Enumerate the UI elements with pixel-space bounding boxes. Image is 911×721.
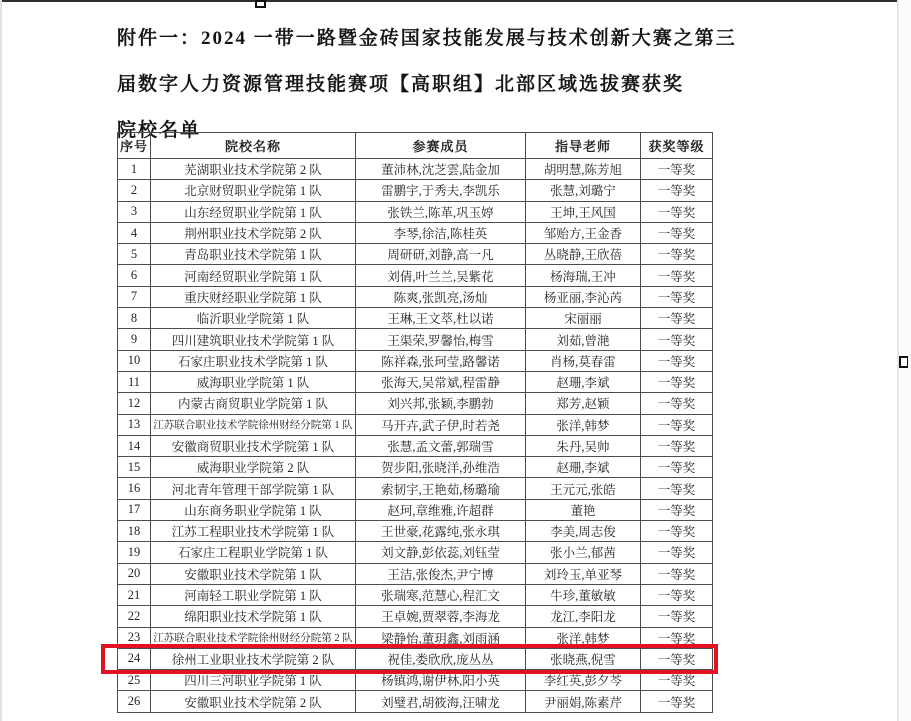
cell-no: 13	[118, 414, 151, 435]
cell-members: 索韧宇,王艳茹,杨璐瑜	[356, 478, 526, 499]
cell-members: 赵珂,章维雅,许超群	[356, 499, 526, 520]
cell-award: 一等奖	[641, 542, 713, 563]
cell-award: 一等奖	[641, 648, 713, 669]
cell-teachers: 宋丽丽	[526, 308, 641, 329]
cell-members: 王琳,王文萃,杜以诺	[356, 308, 526, 329]
cell-teachers: 王坤,王风国	[526, 201, 641, 222]
cell-members: 梁静怡,董玥鑫,刘雨涵	[356, 627, 526, 648]
cell-school: 安徽职业技术学院第 2 队	[151, 691, 356, 712]
cell-no: 26	[118, 691, 151, 712]
table-row	[118, 159, 713, 180]
cell-teachers: 邹贻方,王金香	[526, 222, 641, 243]
cell-teachers: 张晓燕,倪雪	[526, 648, 641, 669]
cell-members: 董沛林,沈芝雲,陆金加	[356, 159, 526, 180]
cell-award: 一等奖	[641, 286, 713, 307]
title-line-1: 附件一：2024 一带一路暨金砖国家技能发展与技术创新大赛之第三	[117, 28, 737, 49]
awards-table	[117, 132, 713, 713]
cell-school: 山东经贸职业学院第 1 队	[151, 201, 356, 222]
cell-members: 刘兴邦,张颖,李鹏勃	[356, 393, 526, 414]
table-row	[118, 627, 713, 648]
cell-award: 一等奖	[641, 201, 713, 222]
cell-no: 10	[118, 350, 151, 371]
awards-table-header	[118, 133, 713, 159]
cell-members: 张海天,吴常斌,程雷静	[356, 371, 526, 392]
cell-teachers: 尹丽娟,陈素芹	[526, 691, 641, 712]
table-row	[118, 691, 713, 712]
cell-no: 16	[118, 478, 151, 499]
cell-no: 25	[118, 670, 151, 691]
table-row	[118, 478, 713, 499]
cell-school: 安徽商贸职业技术学院第 1 队	[151, 435, 356, 456]
cell-teachers: 赵珊,李斌	[526, 457, 641, 478]
cell-no: 15	[118, 457, 151, 478]
cell-award: 一等奖	[641, 414, 713, 435]
page-left-edge	[0, 0, 2, 721]
cell-members: 陈祥森,张珂莹,路馨诺	[356, 350, 526, 371]
cell-school: 江苏联合职业技术学院徐州财经分院第 1 队	[151, 414, 356, 435]
table-row	[118, 265, 713, 286]
cell-school: 四川三河职业学院第 1 队	[151, 670, 356, 691]
cell-school: 威海职业学院第 1 队	[151, 371, 356, 392]
table-row	[118, 584, 713, 605]
title-line-3: 院校名单	[117, 120, 202, 141]
cell-teachers: 张洋,韩梦	[526, 627, 641, 648]
cell-teachers: 杨海瑞,王冲	[526, 265, 641, 286]
cell-members: 刘文静,彭依蕊,刘钰莹	[356, 542, 526, 563]
cell-members: 周研研,刘静,高一凡	[356, 244, 526, 265]
cell-school: 石家庄工程职业学院第 1 队	[151, 542, 356, 563]
cell-members: 雷鹏宇,于秀夫,李凯乐	[356, 180, 526, 201]
cell-teachers: 王元元,张皓	[526, 478, 641, 499]
cell-no: 1	[118, 159, 151, 180]
table-row	[118, 670, 713, 691]
cell-no: 11	[118, 371, 151, 392]
cell-no: 22	[118, 606, 151, 627]
table-row	[118, 457, 713, 478]
cell-award: 一等奖	[641, 606, 713, 627]
cell-award: 一等奖	[641, 371, 713, 392]
cell-teachers: 胡明慧,陈芳旭	[526, 159, 641, 180]
cell-members: 刘倩,叶兰兰,吴紫花	[356, 265, 526, 286]
cell-no: 24	[118, 648, 151, 669]
table-row	[118, 542, 713, 563]
cell-members: 杨镇鸿,谢伊林,阳小英	[356, 670, 526, 691]
selection-handle-top[interactable]	[255, 0, 266, 8]
cell-school: 河南轻工职业学院第 1 队	[151, 584, 356, 605]
top-border-line	[0, 0, 911, 2]
cell-school: 河北青年管理干部学院第 1 队	[151, 478, 356, 499]
cell-members: 刘璧君,胡筱海,汪啸龙	[356, 691, 526, 712]
cell-school: 内蒙古商贸职业学院第 1 队	[151, 393, 356, 414]
cell-teachers: 李红英,彭夕芩	[526, 670, 641, 691]
cell-members: 李琴,徐洁,陈桂英	[356, 222, 526, 243]
cell-award: 一等奖	[641, 478, 713, 499]
cell-award: 一等奖	[641, 308, 713, 329]
cell-teachers: 杨亚丽,李沁芮	[526, 286, 641, 307]
cell-school: 威海职业学院第 2 队	[151, 457, 356, 478]
table-row	[118, 606, 713, 627]
cell-award: 一等奖	[641, 457, 713, 478]
table-row	[118, 329, 713, 350]
cell-school: 荆州职业技术学院第 2 队	[151, 222, 356, 243]
cell-teachers: 董艳	[526, 499, 641, 520]
cell-members: 王洁,张俊杰,尹宁博	[356, 563, 526, 584]
cell-no: 8	[118, 308, 151, 329]
cell-teachers: 牛珍,董敏敏	[526, 584, 641, 605]
cell-no: 23	[118, 627, 151, 648]
cell-teachers: 朱丹,吴帅	[526, 435, 641, 456]
cell-school: 河南经贸职业学院第 1 队	[151, 265, 356, 286]
cell-members: 马开卉,武子伊,时若尧	[356, 414, 526, 435]
cell-school: 北京财贸职业学院第 1 队	[151, 180, 356, 201]
header-members: 参赛成员	[356, 133, 526, 159]
cell-no: 6	[118, 265, 151, 286]
cell-no: 14	[118, 435, 151, 456]
cell-teachers: 张洋,韩梦	[526, 414, 641, 435]
cell-teachers: 刘茹,曾滟	[526, 329, 641, 350]
cell-teachers: 李美,周志俊	[526, 521, 641, 542]
cell-no: 4	[118, 222, 151, 243]
cell-no: 9	[118, 329, 151, 350]
header-award: 获奖等级	[641, 133, 713, 159]
cell-award: 一等奖	[641, 329, 713, 350]
cell-teachers: 龙江,李阳龙	[526, 606, 641, 627]
table-row	[118, 286, 713, 307]
table-row	[118, 648, 713, 669]
cell-school: 重庆财经职业学院第 1 队	[151, 286, 356, 307]
cell-teachers: 丛晓静,王欣蓓	[526, 244, 641, 265]
cell-award: 一等奖	[641, 521, 713, 542]
cell-school: 安徽职业技术学院第 1 队	[151, 563, 356, 584]
cell-no: 17	[118, 499, 151, 520]
cell-teachers: 郑芳,赵颖	[526, 393, 641, 414]
cell-no: 20	[118, 563, 151, 584]
cell-award: 一等奖	[641, 393, 713, 414]
cell-school: 江苏联合职业技术学院徐州财经分院第 2 队	[151, 627, 356, 648]
header-no: 序号	[118, 133, 151, 159]
cell-award: 一等奖	[641, 627, 713, 648]
cell-award: 一等奖	[641, 180, 713, 201]
header-teachers: 指导老师	[526, 133, 641, 159]
table-row	[118, 201, 713, 222]
cell-school: 青岛职业技术学院第 1 队	[151, 244, 356, 265]
cell-teachers: 肖杨,莫春雷	[526, 350, 641, 371]
cell-members: 张慧,孟文蕾,郭瑞雪	[356, 435, 526, 456]
table-row	[118, 308, 713, 329]
cell-award: 一等奖	[641, 563, 713, 584]
cell-no: 2	[118, 180, 151, 201]
cell-teachers: 张小兰,郁茜	[526, 542, 641, 563]
cell-no: 18	[118, 521, 151, 542]
cell-award: 一等奖	[641, 691, 713, 712]
cell-teachers: 刘玲玉,单亚琴	[526, 563, 641, 584]
cell-award: 一等奖	[641, 244, 713, 265]
cell-members: 王世豪,花露纯,张永琪	[356, 521, 526, 542]
cell-school: 临沂职业学院第 1 队	[151, 308, 356, 329]
cell-members: 张铁兰,陈革,巩玉婷	[356, 201, 526, 222]
cell-members: 张瑞寒,范慧心,程汇文	[356, 584, 526, 605]
cell-award: 一等奖	[641, 435, 713, 456]
cell-teachers: 张慧,刘璐宁	[526, 180, 641, 201]
table-row	[118, 563, 713, 584]
table-row	[118, 244, 713, 265]
cell-school: 徐州工业职业技术学院第 2 队	[151, 648, 356, 669]
cell-teachers: 赵珊,李斌	[526, 371, 641, 392]
cell-school: 江苏工程职业技术学院第 1 队	[151, 521, 356, 542]
cell-school: 绵阳职业技术学院第 1 队	[151, 606, 356, 627]
cell-members: 王渠荣,罗馨怡,梅雪	[356, 329, 526, 350]
cell-school: 四川建筑职业技术学院第 1 队	[151, 329, 356, 350]
cell-no: 3	[118, 201, 151, 222]
cell-school: 山东商务职业学院第 1 队	[151, 499, 356, 520]
table-row	[118, 499, 713, 520]
cell-members: 王卓婉,贾翠蓉,李海龙	[356, 606, 526, 627]
table-row	[118, 222, 713, 243]
cell-award: 一等奖	[641, 265, 713, 286]
table-row	[118, 371, 713, 392]
cell-award: 一等奖	[641, 222, 713, 243]
table-row	[118, 435, 713, 456]
cell-members: 贺步阳,张晓洋,孙维浩	[356, 457, 526, 478]
cell-no: 12	[118, 393, 151, 414]
cell-school: 石家庄职业技术学院第 1 队	[151, 350, 356, 371]
cell-no: 7	[118, 286, 151, 307]
cell-members: 陈爽,张凯亮,汤灿	[356, 286, 526, 307]
header-school: 院校名称	[151, 133, 356, 159]
awards-table-body	[118, 159, 713, 713]
cell-no: 19	[118, 542, 151, 563]
table-row	[118, 180, 713, 201]
cell-members: 祝佳,娄欣欣,庞丛丛	[356, 648, 526, 669]
table-row	[118, 350, 713, 371]
title-line-2: 届数字人力资源管理技能赛项【高职组】北部区域选拔赛获奖	[117, 74, 685, 95]
cell-school: 芜湖职业技术学院第 2 队	[151, 159, 356, 180]
cell-award: 一等奖	[641, 350, 713, 371]
cell-award: 一等奖	[641, 499, 713, 520]
table-row	[118, 393, 713, 414]
header-row	[118, 133, 713, 159]
selection-handle-right[interactable]	[899, 356, 908, 368]
table-row	[118, 521, 713, 542]
cell-no: 21	[118, 584, 151, 605]
table-row	[118, 414, 713, 435]
cell-award: 一等奖	[641, 159, 713, 180]
cell-award: 一等奖	[641, 670, 713, 691]
cell-no: 5	[118, 244, 151, 265]
cell-award: 一等奖	[641, 584, 713, 605]
